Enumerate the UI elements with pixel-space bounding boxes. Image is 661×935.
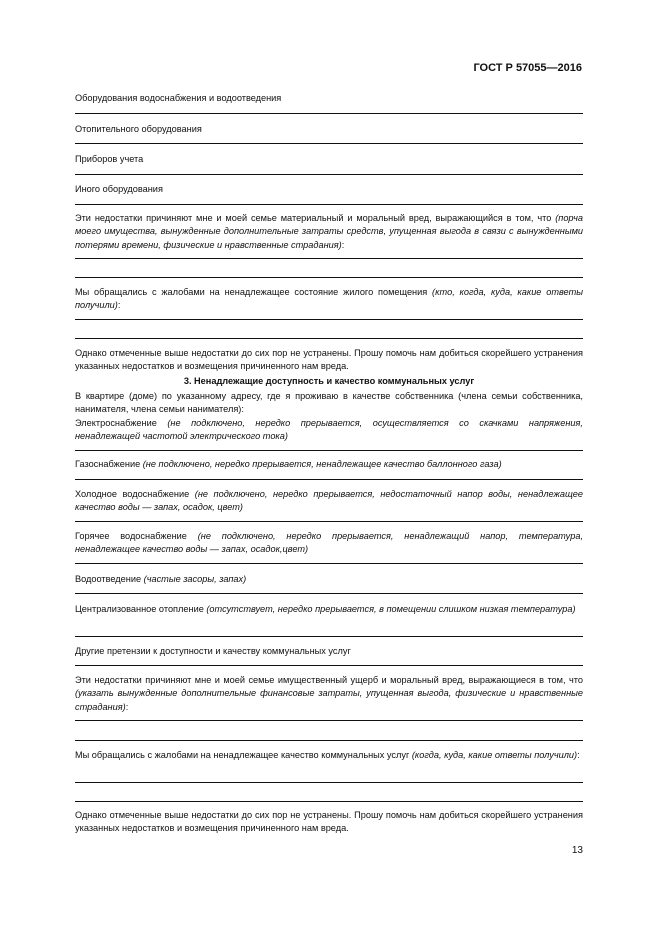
- electricity-item: Электроснабжение (не подключено, нередко прерывается, осуществляется со скачками напряжения, ненадлежащей частотой электрического тока): [75, 418, 583, 442]
- drainage-item: Водоотведение (частые засоры, запах): [75, 574, 247, 584]
- item-heating-equipment: Отопительного оборудования: [75, 124, 202, 134]
- damage-paragraph-1: Эти недостатки причиняют мне и моей семье материальный и моральный вред, выражающийся в том, что (порча моего имущества, вынужденные дополнительные затраты средств, упущенная выгода в связи с вынужденными потерями времени, физические и нравственные страдания):: [75, 213, 583, 250]
- fill-line: [75, 338, 583, 339]
- hot-water-item: Горячее водоснабжение (не подключено, нередко прерывается, ненадлежащий напор, температура, ненадлежащее качество воды — запах, осадок,цвет): [75, 531, 583, 555]
- heating-item: Централизованное отопление (отсутствует, нередко прерывается, в помещении слишком низкая температура): [75, 604, 576, 614]
- fill-line: [75, 720, 583, 721]
- unresolved-paragraph-2: Однако отмеченные выше недостатки до сих пор не устранены. Прошу помочь нам добиться скорейшего устранения указанных недостатков и возмещения причиненного нам вреда.: [75, 810, 583, 834]
- damage-paragraph-2: Эти недостатки причиняют мне и моей семье имущественный ущерб и моральный вред, выражающиеся в том, что (указать вынужденные дополнительные финансовые затраты, упущенная выгода, физические и нравственные страдания):: [75, 675, 583, 712]
- fill-line: [75, 740, 583, 741]
- fill-line: [75, 174, 583, 175]
- fill-line: [75, 204, 583, 205]
- page-number: 13: [571, 845, 583, 856]
- complaint-paragraph-1: Мы обращались с жалобами на ненадлежащее состояние жилого помещения (кто, когда, куда, какие ответы получили):: [75, 287, 583, 311]
- fill-line: [75, 636, 583, 637]
- fill-line: [75, 277, 583, 278]
- cold-water-item: Холодное водоснабжение (не подключено, нередко прерывается, недостаточный напор воды, ненадлежащее качество воды — запах, осадок, цвет): [75, 489, 583, 513]
- fill-line: [75, 143, 583, 144]
- fill-line: [75, 450, 583, 451]
- fill-line: [75, 521, 583, 522]
- fill-line: [75, 593, 583, 594]
- fill-line: [75, 563, 583, 564]
- document-code: ГОСТ Р 57055—2016: [473, 62, 582, 74]
- gas-item: Газоснабжение (не подключено, нередко прерывается, ненадлежащее качество баллонного газа): [75, 459, 502, 469]
- fill-line: [75, 319, 583, 320]
- fill-line: [75, 113, 583, 114]
- other-claims-item: Другие претензии к доступности и качеству коммунальных услуг: [75, 646, 351, 656]
- fill-line: [75, 665, 583, 666]
- complaint-paragraph-2: Мы обращались с жалобами на ненадлежащее качество коммунальных услуг (когда, куда, какие ответы получили):: [75, 750, 580, 760]
- fill-line: [75, 782, 583, 783]
- unresolved-paragraph-1: Однако отмеченные выше недостатки до сих пор не устранены. Прошу помочь нам добиться скорейшего устранения указанных недостатков и возмещения причиненного нам вреда.: [75, 348, 583, 372]
- fill-line: [75, 479, 583, 480]
- section-title: 3. Ненадлежащие доступность и качество коммунальных услуг: [183, 376, 475, 386]
- item-water-equipment: Оборудования водоснабжения и водоотведения: [75, 93, 282, 103]
- fill-line: [75, 801, 583, 802]
- fill-line: [75, 258, 583, 259]
- item-other-equipment: Иного оборудования: [75, 184, 163, 194]
- item-meters: Приборов учета: [75, 154, 144, 164]
- section-intro: В квартире (доме) по указанному адресу, где я проживаю в качестве собственника (члена семьи собственника, нанимателя, члена семьи нанимателя):: [75, 391, 583, 415]
